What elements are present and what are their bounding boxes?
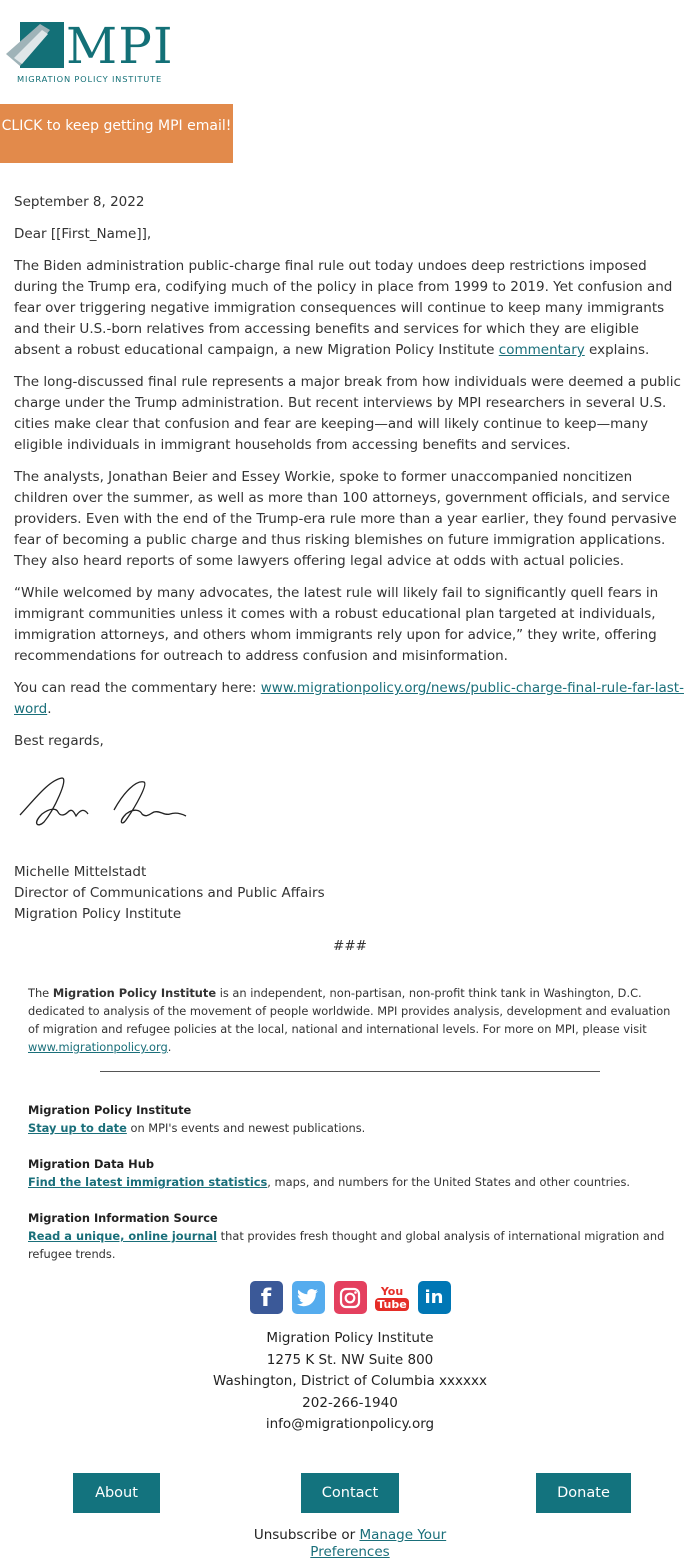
mpi-website-link[interactable]: www.migrationpolicy.org — [28, 1040, 168, 1054]
resource-item — [28, 1155, 678, 1191]
linkedin-icon[interactable]: in — [418, 1281, 451, 1314]
signer-block — [14, 862, 325, 925]
resource-rest: , maps, and numbers for the United States and other countries. — [267, 1175, 630, 1189]
paragraph-5 — [14, 678, 686, 720]
about-text: is an independent, non-partisan, non-profit think tank in Washington, D.C. dedicated to analysis of the movement of people worldwide. MPI provides analysis, development and evaluation of migration and refugee policies at the local, national and international levels. For more on MPI, please visit — [28, 986, 671, 1036]
letter-greeting: Dear [[First_Name]], — [14, 226, 152, 242]
resource-title: Migration Information Source — [28, 1211, 218, 1225]
resource-item — [28, 1209, 678, 1263]
mpi-logo[interactable] — [6, 18, 216, 86]
closing: Best regards, — [14, 733, 104, 749]
paragraph-1 — [14, 256, 686, 361]
youtube-icon[interactable] — [376, 1281, 409, 1314]
mailing-address — [0, 1328, 700, 1436]
immigration-statistics-link[interactable]: Find the latest immigration statistics — [28, 1175, 268, 1189]
logo-text: MPI — [66, 17, 174, 75]
about-button[interactable]: About — [73, 1473, 160, 1513]
keep-getting-email-button[interactable]: CLICK to keep getting MPI email! — [0, 104, 233, 163]
commentary-link[interactable]: commentary — [498, 342, 585, 358]
youtube-bottom-text: Tube — [377, 1297, 407, 1311]
resource-item — [28, 1101, 678, 1137]
end-marker: ### — [333, 938, 367, 954]
resource-rest: on MPI's events and newest publications. — [126, 1121, 366, 1135]
resource-desc — [28, 1227, 678, 1263]
signer-title: Director of Communications and Public Affairs — [14, 885, 325, 901]
letter-body — [14, 192, 686, 763]
p1-text: The Biden administration public-charge final rule out today undoes deep restrictions imposed during the Trump era, codifying much of the policy in place from 1999 to 2019. Yet confusion and fear over triggering negative immigration consequences will continue to keep many immigrants and their U.S.-born relatives from accessing benefits and services for which they are eligible absent a robust educational campaign, a new Migration Policy Institute — [14, 258, 673, 358]
letter-date: September 8, 2022 — [14, 194, 145, 210]
resource-title: Migration Policy Institute — [28, 1103, 192, 1117]
manage-preferences-link[interactable]: Manage Your Preferences — [310, 1527, 447, 1560]
about-org-name: Migration Policy Institute — [52, 986, 217, 1000]
address-org: Migration Policy Institute — [266, 1330, 434, 1346]
social-links — [0, 1281, 700, 1314]
address-email: info@migrationpolicy.org — [265, 1416, 435, 1432]
unsubscribe-line — [230, 1527, 470, 1561]
twitter-icon[interactable] — [292, 1281, 325, 1314]
resource-title: Migration Data Hub — [28, 1157, 154, 1171]
p1-text-end: explains. — [584, 342, 650, 358]
address-phone: 202-266-1940 — [302, 1394, 398, 1411]
about-pre: The — [28, 986, 53, 1000]
donate-button[interactable]: Donate — [536, 1473, 631, 1513]
logo-mark-icon — [6, 18, 68, 74]
paragraph-2: The long-discussed final rule represents a major break from how individuals were deemed a public charge under the Trump administration. But recent interviews by MPI researchers in several U.S. cities make clear that confusion and fear are keeping—and will likely continue to keep—many eligible individuals in immigrant households from accessing benefits and services. — [14, 374, 681, 453]
signer-name: Michelle Mittelstadt — [14, 864, 147, 880]
about-mpi — [28, 984, 678, 1056]
paragraph-3: The analysts, Jonathan Beier and Essey Workie, spoke to former unaccompanied noncitizen children over the summer, as well as more than 100 attorneys, government officials, and service providers. Even with the end of the Trump-era rule more than a year earlier, they found pervasive fear of becoming a public charge and thus risking blemishes on future immigration applications. They also heard reports of some lawyers offering legal advice at odds with actual policies. — [14, 469, 677, 569]
facebook-icon[interactable]: f — [250, 1281, 283, 1314]
unsubscribe-text: Unsubscribe or — [253, 1527, 360, 1543]
youtube-top-text: You — [380, 1284, 404, 1298]
paragraph-4: “While welcomed by many advocates, the latest rule will likely fail to significantly quell fears in immigrant communities unless it comes with a robust educational plan targeted at individuals, immigration attorneys, and others whom immigrants rely upon for advice,” they write, offering recommendations for outreach to address confusion and misinformation. — [14, 585, 659, 664]
p5-text: You can read the commentary here: — [14, 680, 261, 696]
signer-org: Migration Policy Institute — [14, 906, 182, 922]
signature-image — [14, 770, 189, 840]
logo-subtitle: MIGRATION POLICY INSTITUTE — [17, 74, 163, 84]
commentary-url-link[interactable]: www.migrationpolicy.org/news/public-charge-final-rule-far-last-word — [14, 680, 684, 717]
resource-desc — [28, 1119, 678, 1137]
address-city: Washington, District of Columbia xxxxxx — [213, 1373, 487, 1389]
resource-links — [28, 1101, 678, 1281]
address-street: 1275 K St. NW Suite 800 — [266, 1351, 434, 1368]
contact-button[interactable]: Contact — [301, 1473, 399, 1513]
p5-text-end: . — [47, 701, 52, 717]
divider — [100, 1071, 600, 1072]
stay-up-to-date-link[interactable]: Stay up to date — [28, 1121, 127, 1135]
resource-rest: that provides fresh thought and global analysis of international migration and refugee trends. — [28, 1229, 665, 1261]
about-post: . — [167, 1040, 172, 1054]
resource-desc — [28, 1173, 678, 1191]
instagram-icon[interactable] — [334, 1281, 367, 1314]
online-journal-link[interactable]: Read a unique, online journal — [28, 1229, 218, 1243]
